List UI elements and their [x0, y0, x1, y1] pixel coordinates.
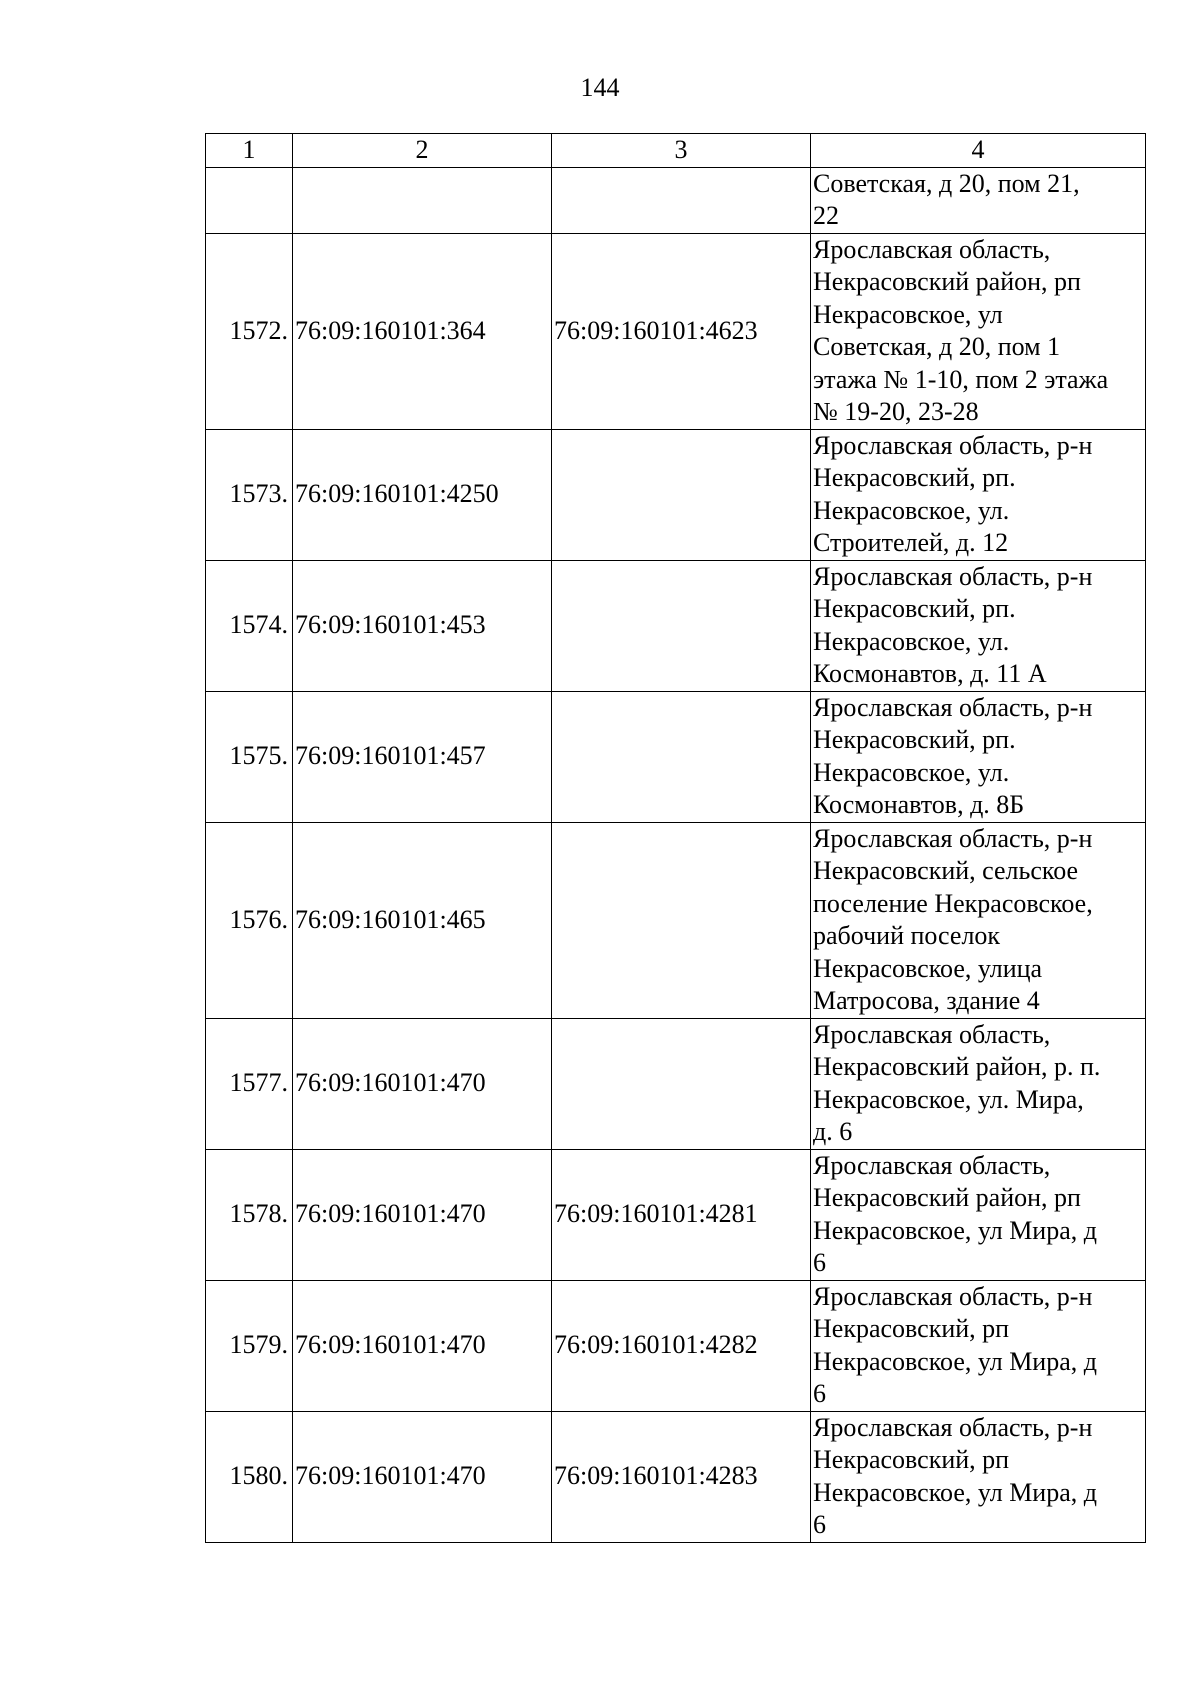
table-row [206, 233, 1146, 429]
page-number: 144 [580, 73, 620, 102]
premises-cadastral-number: 76:09:160101:4282 [552, 1280, 811, 1411]
address: Ярославская область, р-н Некрасовский, рп. Некрасовское, ул. Космонавтов, д. 11 А [811, 560, 1146, 691]
address: Ярославская область, Некрасовский район, рп Некрасовское, ул Мира, д 6 [811, 1149, 1146, 1280]
address: Ярославская область, Некрасовский район, рп Некрасовское, ул Советская, д 20, пом 1 этажа № 1-10, пом 2 этажа № 19-20, 23-28 [811, 233, 1146, 429]
table-row [206, 1280, 1146, 1411]
table-row [206, 1411, 1146, 1542]
premises-cadastral-number: 76:09:160101:4281 [552, 1149, 811, 1280]
table-header-row [206, 134, 1146, 168]
premises-cadastral-number [552, 560, 811, 691]
row-number: 1574. [206, 560, 293, 691]
cadastral-number: 76:09:160101:364 [293, 233, 552, 429]
row-number: 1576. [206, 822, 293, 1018]
row-number: 1580. [206, 1411, 293, 1542]
address: Ярославская область, р-н Некрасовский, рп. Некрасовское, ул. Строителей, д. 12 [811, 429, 1146, 560]
cadastral-number: 76:09:160101:470 [293, 1280, 552, 1411]
premises-cadastral-number [552, 1018, 811, 1149]
table-row [206, 822, 1146, 1018]
table-row [206, 560, 1146, 691]
row-number [206, 167, 293, 233]
row-number: 1578. [206, 1149, 293, 1280]
premises-cadastral-number: 76:09:160101:4283 [552, 1411, 811, 1542]
row-number: 1577. [206, 1018, 293, 1149]
address: Ярославская область, р-н Некрасовский, рп Некрасовское, ул Мира, д 6 [811, 1280, 1146, 1411]
premises-cadastral-number [552, 822, 811, 1018]
header-col-1: 1 [206, 134, 293, 168]
header-col-2: 2 [293, 134, 552, 168]
header-col-3: 3 [552, 134, 811, 168]
cadastral-number: 76:09:160101:457 [293, 691, 552, 822]
address: Ярославская область, р-н Некрасовский, рп. Некрасовское, ул. Космонавтов, д. 8Б [811, 691, 1146, 822]
cadastral-number: 76:09:160101:4250 [293, 429, 552, 560]
premises-cadastral-number: 76:09:160101:4623 [552, 233, 811, 429]
address: Ярославская область, р-н Некрасовский, рп Некрасовское, ул Мира, д 6 [811, 1411, 1146, 1542]
cadastral-number: 76:09:160101:470 [293, 1018, 552, 1149]
table-row [206, 429, 1146, 560]
cadastral-number: 76:09:160101:453 [293, 560, 552, 691]
address: Ярославская область, р-н Некрасовский, сельское поселение Некрасовское, рабочий поселок Некрасовское, улица Матросова, здание 4 [811, 822, 1146, 1018]
cadastral-number: 76:09:160101:470 [293, 1411, 552, 1542]
table-row [206, 1149, 1146, 1280]
table-row [206, 691, 1146, 822]
table-row [206, 167, 1146, 233]
header-col-4: 4 [811, 134, 1146, 168]
cadastral-number: 76:09:160101:470 [293, 1149, 552, 1280]
address: Советская, д 20, пом 21, 22 [811, 167, 1146, 233]
registry-table [205, 133, 1146, 1543]
premises-cadastral-number [552, 167, 811, 233]
address: Ярославская область, Некрасовский район, р. п. Некрасовское, ул. Мира, д. 6 [811, 1018, 1146, 1149]
premises-cadastral-number [552, 429, 811, 560]
table-row [206, 1018, 1146, 1149]
premises-cadastral-number [552, 691, 811, 822]
row-number: 1575. [206, 691, 293, 822]
row-number: 1579. [206, 1280, 293, 1411]
cadastral-number: 76:09:160101:465 [293, 822, 552, 1018]
row-number: 1572. [206, 233, 293, 429]
cadastral-number [293, 167, 552, 233]
row-number: 1573. [206, 429, 293, 560]
